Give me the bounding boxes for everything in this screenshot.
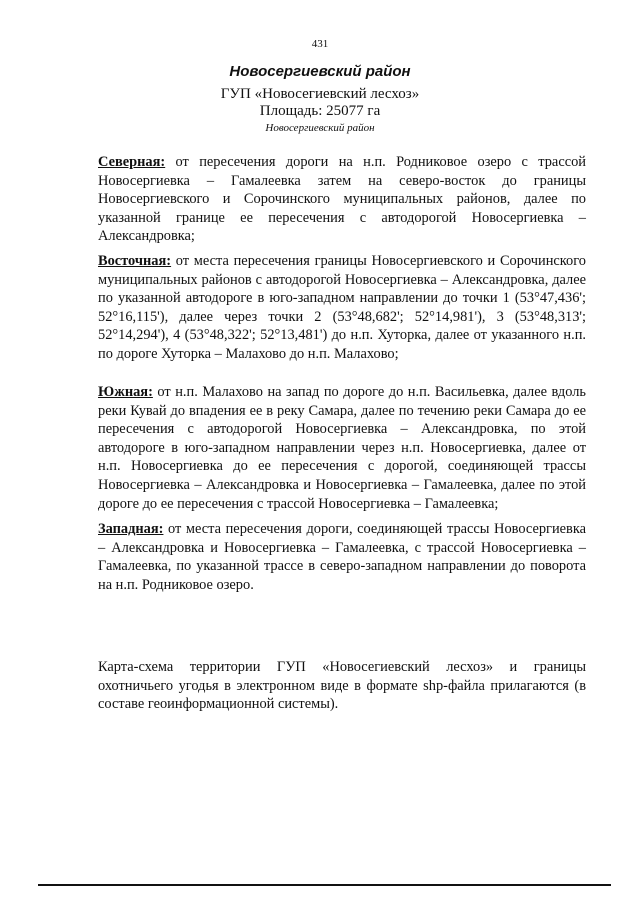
west-boundary-paragraph (98, 520, 586, 594)
east-boundary-label: Восточная: (98, 253, 172, 269)
north-boundary-label: Северная: (98, 154, 166, 170)
south-boundary-label: Южная: (98, 384, 153, 400)
east-boundary-paragraph (98, 252, 586, 364)
west-boundary-label: Западная: (98, 521, 164, 537)
south-boundary-paragraph (98, 383, 586, 513)
area-value: Площадь: 25077 га (259, 103, 381, 119)
west-boundary-text: от места пересечения дороги, соединяющей трассы Новосергиевка – Александровка и Новосергиевка – Гамалеевка, с трассой Новосергиевка – Гамалеевка, по указанной трассе в северо-западном направлении до поворота на н.п. Родниковое озеро. (98, 521, 586, 593)
page-number: 431 (311, 38, 329, 50)
bottom-divider (38, 884, 611, 886)
north-boundary-text: от пересечения дороги на н.п. Родниковое озеро с трассой Новосергиевка – Гамалеевка затем на северо-восток до границы Новосергиевского и Сорочинского муниципальных районов, далее по указанной границе ее пересечения с автодорогой Новосергиевка – Александровка; (98, 154, 586, 245)
district-subtitle: Новосергиевский район (265, 122, 375, 134)
south-boundary-text: от н.п. Малахово на запад по дороге до н.п. Васильевка, далее вдоль реки Кувай до впадения ее в реку Самара, далее по течению реки Самара до ее пересечения с автодорогой Новосергиевка – Александровка, по этой автодороге в юго-западном направлении через н.п. Новосергиевка, далее от н.п. Новосергиевка до ее пересечения с дорогой, соединяющей трассы Новосергиевка – Александровка и Новосергиевка – Гамалеевка, далее по этой дороге до ее пересечения с трассой Новосергиевка – Гамалеевка; (98, 384, 586, 512)
map-note-paragraph: Карта-схема территории ГУП «Новосегиевский лесхоз» и границы охотничьего угодья в электронном виде в формате shp-файла прилагаются (в составе геоинформационной системы). (98, 659, 586, 713)
organization-name: ГУП «Новосегиевский лесхоз» (220, 86, 420, 102)
north-boundary-paragraph (98, 153, 586, 246)
district-title: Новосергиевский район (229, 63, 411, 80)
east-boundary-text: от места пересечения границы Новосергиевского и Сорочинского муниципальных районов с автодорогой Новосергиевка – Александровка, далее по указанной автодороге в юго-западном направлении до точки 1 (53°47,436'; 52°16,115'), далее через точки 2 (53°48,682'; 52°14,981'), 3 (53°48,313'; 52°14,294'), 4 (53°48,322'; 52°13,481') до н.п. Хуторка, далее от указанного н.п. по дороге Хуторка – Малахово до н.п. Малахово; (98, 253, 586, 362)
